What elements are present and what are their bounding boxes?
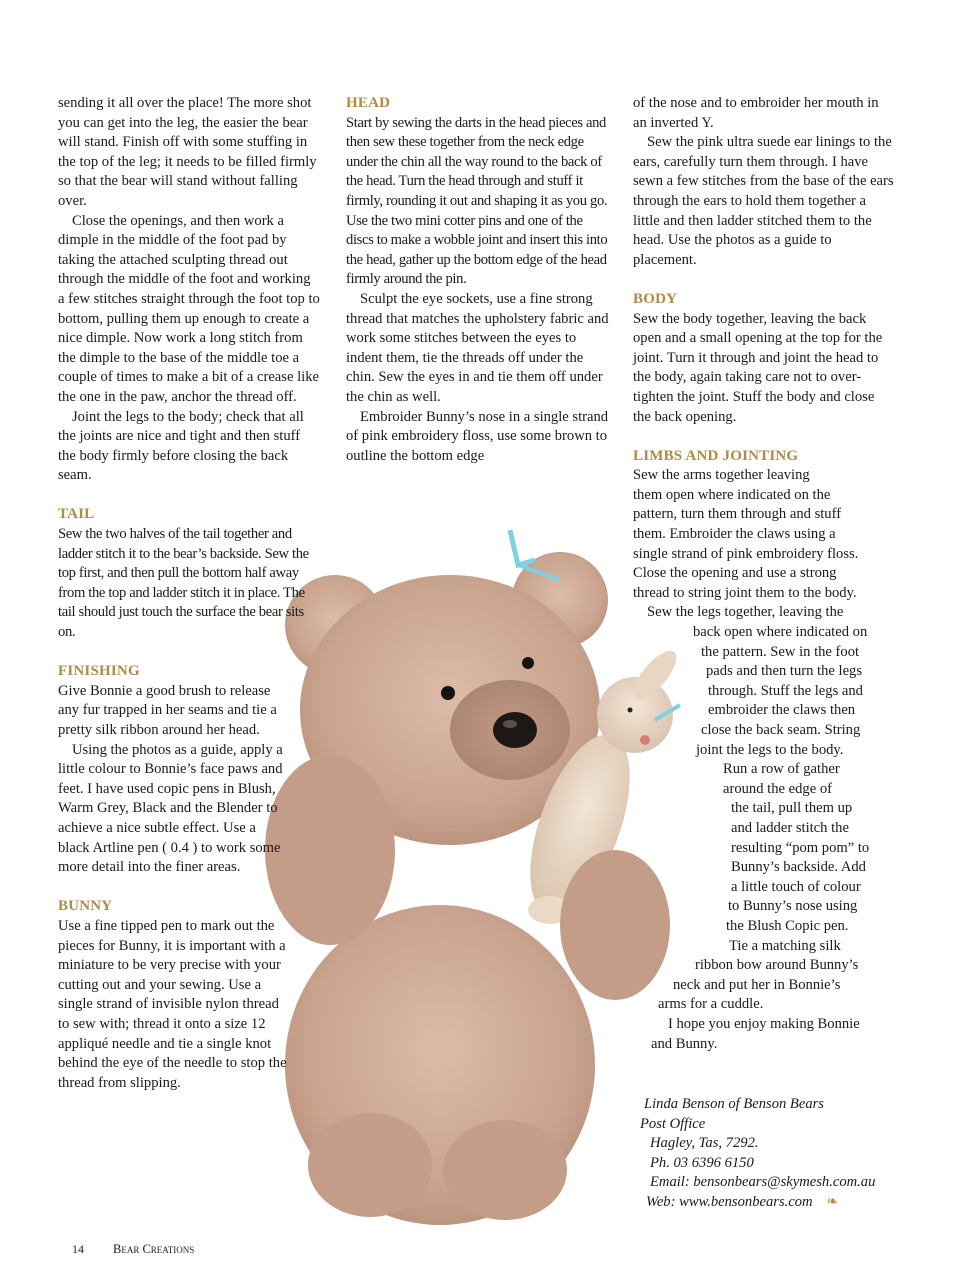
- paragraph: Start by sewing the darts in the head pieces and then sew these together from the neck edge under the chin all the way round to the back of the head. Turn the head through and stuff it firmly, rounding it out and shaping it as you go. Use the two mini cotter pins and one of the discs to make a wobble joint and insert this into the head, gather up the bottom edge of the head firmly around the pin.: [346, 114, 608, 288]
- contact-block: [640, 1095, 930, 1213]
- text-line: Bunny’s backside. Add: [731, 859, 866, 876]
- contact-web-row: [640, 1193, 930, 1213]
- text-line: thread to string joint them to the body.: [633, 584, 857, 601]
- contact-email[interactable]: Email: bensonbears@skymesh.com.au: [650, 1174, 876, 1191]
- text-line: resulting “pom pom” to: [731, 839, 870, 856]
- column-2: [346, 94, 610, 466]
- text-line: them open where indicated on the: [633, 486, 831, 503]
- column-1: [58, 94, 320, 1093]
- text-line: embroider the claws then: [708, 702, 856, 719]
- text-line: I hope you enjoy making Bonnie: [668, 1015, 860, 1032]
- text-line: neck and put her in Bonnie’s: [673, 976, 841, 993]
- page-number: 14: [72, 1242, 84, 1256]
- column-3: [633, 94, 895, 1054]
- text-line: Sew the legs together, leaving the: [647, 604, 844, 621]
- section-heading-finishing: FINISHING: [58, 663, 140, 680]
- text-line: a little touch of colour: [731, 878, 861, 895]
- text-line: pattern, turn them through and stuff: [633, 506, 842, 523]
- text-line: and ladder stitch the: [731, 819, 849, 836]
- paragraph: Use a fine tipped pen to mark out the pieces for Bunny, it is important with a miniature to be very precise with your cutting out and your sewing. Use a single strand of invisible nylon thread to sew with; thread it onto a size 12 appliqué needle and tie a single knot behind the eye of the needle to stop the thread from slipping.: [58, 917, 287, 1091]
- paragraph: Sew the pink ultra suede ear linings to the ears, carefully turn them through. I have sewn a few stitches from the base of the ears through the ears to hold them together a little and then ladder stitched them to the head. Use the photos as a guide to placement.: [633, 134, 894, 268]
- text-line: through. Stuff the legs and: [708, 682, 863, 699]
- text-line: back open where indicated on: [693, 624, 868, 641]
- text-line: and Bunny.: [651, 1035, 718, 1052]
- paragraph: Sew the body together, leaving the back open and a small opening at the top for the joint. Turn it through and joint the head to the body, again taking care not to over-tighten the joint. Stuff the body and close the back opening.: [633, 310, 883, 425]
- paragraph: Embroider Bunny’s nose in a single strand of pink embroidery floss, use some brown to outline the bottom edge: [346, 408, 609, 464]
- paragraph: sending it all over the place! The more shot you can get into the leg, the easier the bear will stand. Finish off with some stuffing in the top of the leg; it needs to be filled firmly so that the bear will stand without falling over.: [58, 95, 317, 209]
- publication-name: Bear Creations: [113, 1242, 195, 1256]
- bear-muzzle: [450, 680, 570, 780]
- section-heading-head: HEAD: [346, 95, 391, 111]
- contact-web[interactable]: Web: www.bensonbears.com: [646, 1193, 813, 1210]
- contact-name: Linda Benson of Benson Bears: [644, 1096, 824, 1112]
- paragraph: Using the photos as a guide, apply a little colour to Bonnie’s face paws and feet. I have used copic pens in Blush, Warm Grey, Black and the Blender to achieve a nice subtle effect. Use a black Artline pen ( 0.4 ) to work some more detail into the finer areas.: [58, 741, 283, 876]
- contact-line: Hagley, Tas, 7292.: [650, 1135, 759, 1152]
- paragraph: Joint the legs to the body; check that all the joints are nice and tight and then stuff the body firmly before closing the back seam.: [58, 408, 304, 484]
- text-line: ribbon bow around Bunny’s: [695, 957, 859, 974]
- paragraph: of the nose and to embroider her mouth in an inverted Y.: [633, 95, 879, 131]
- text-line: Sew the arms together leaving: [633, 467, 810, 484]
- ornament-icon: ❧: [826, 1193, 839, 1210]
- text-line: Tie a matching silk: [729, 937, 841, 954]
- limbs-text: [633, 466, 895, 1054]
- paragraph: Sculpt the eye sockets, use a fine strong thread that matches the upholstery fabric and work some stitches between the eyes to indent them, tie the threads off under the chin. Sew the eyes in and tie them off under the chin as well.: [346, 290, 609, 405]
- paragraph: Give Bonnie a good brush to release any fur trapped in her seams and tie a pretty silk ribbon around her head.: [58, 682, 277, 738]
- section-heading-body: BODY: [633, 290, 678, 307]
- text-line: the Blush Copic pen.: [726, 917, 849, 934]
- text-line: around the edge of: [723, 780, 833, 797]
- text-line: close the back seam. String: [701, 722, 861, 738]
- text-line: Close the opening and use a strong: [633, 565, 837, 582]
- page-footer: [72, 1242, 194, 1257]
- contact-phone: Ph. 03 6396 6150: [650, 1154, 754, 1171]
- section-heading-limbs: LIMBS AND JOINTING: [633, 447, 799, 464]
- text-line: arms for a cuddle.: [658, 996, 764, 1013]
- text-line: to Bunny’s nose using: [728, 898, 858, 915]
- section-heading-tail: TAIL: [58, 506, 95, 523]
- text-line: Run a row of gather: [723, 761, 840, 778]
- text-line: the tail, pull them up: [731, 800, 853, 817]
- contact-line: Post Office: [640, 1115, 706, 1132]
- paragraph: Sew the two halves of the tail together and ladder stitch it to the bear’s backside. Sew the top first, and then pull the bottom half away from the top and ladder stitch it in place. The tail should just touch the surface the bear sits on.: [58, 526, 309, 641]
- text-line: joint the legs to the body.: [696, 741, 844, 758]
- paragraph: Close the openings, and then work a dimple in the middle of the foot pad by taking the attached sculpting thread out through the middle of the foot and working a few stitches straight through the foot top to bottom, pulling them up enough to create a nice dimple. Now work a long stitch from the dimple to the base of the middle toe a couple of times to make a bit of a crease like the one in the paw, anchor the thread off.: [58, 212, 320, 405]
- section-heading-bunny: BUNNY: [58, 898, 113, 915]
- text-line: them. Embroider the claws using a: [633, 526, 836, 543]
- text-line: pads and then turn the legs: [706, 663, 863, 680]
- text-line: single strand of pink embroidery floss.: [633, 545, 859, 562]
- text-line: the pattern. Sew in the foot: [701, 643, 860, 660]
